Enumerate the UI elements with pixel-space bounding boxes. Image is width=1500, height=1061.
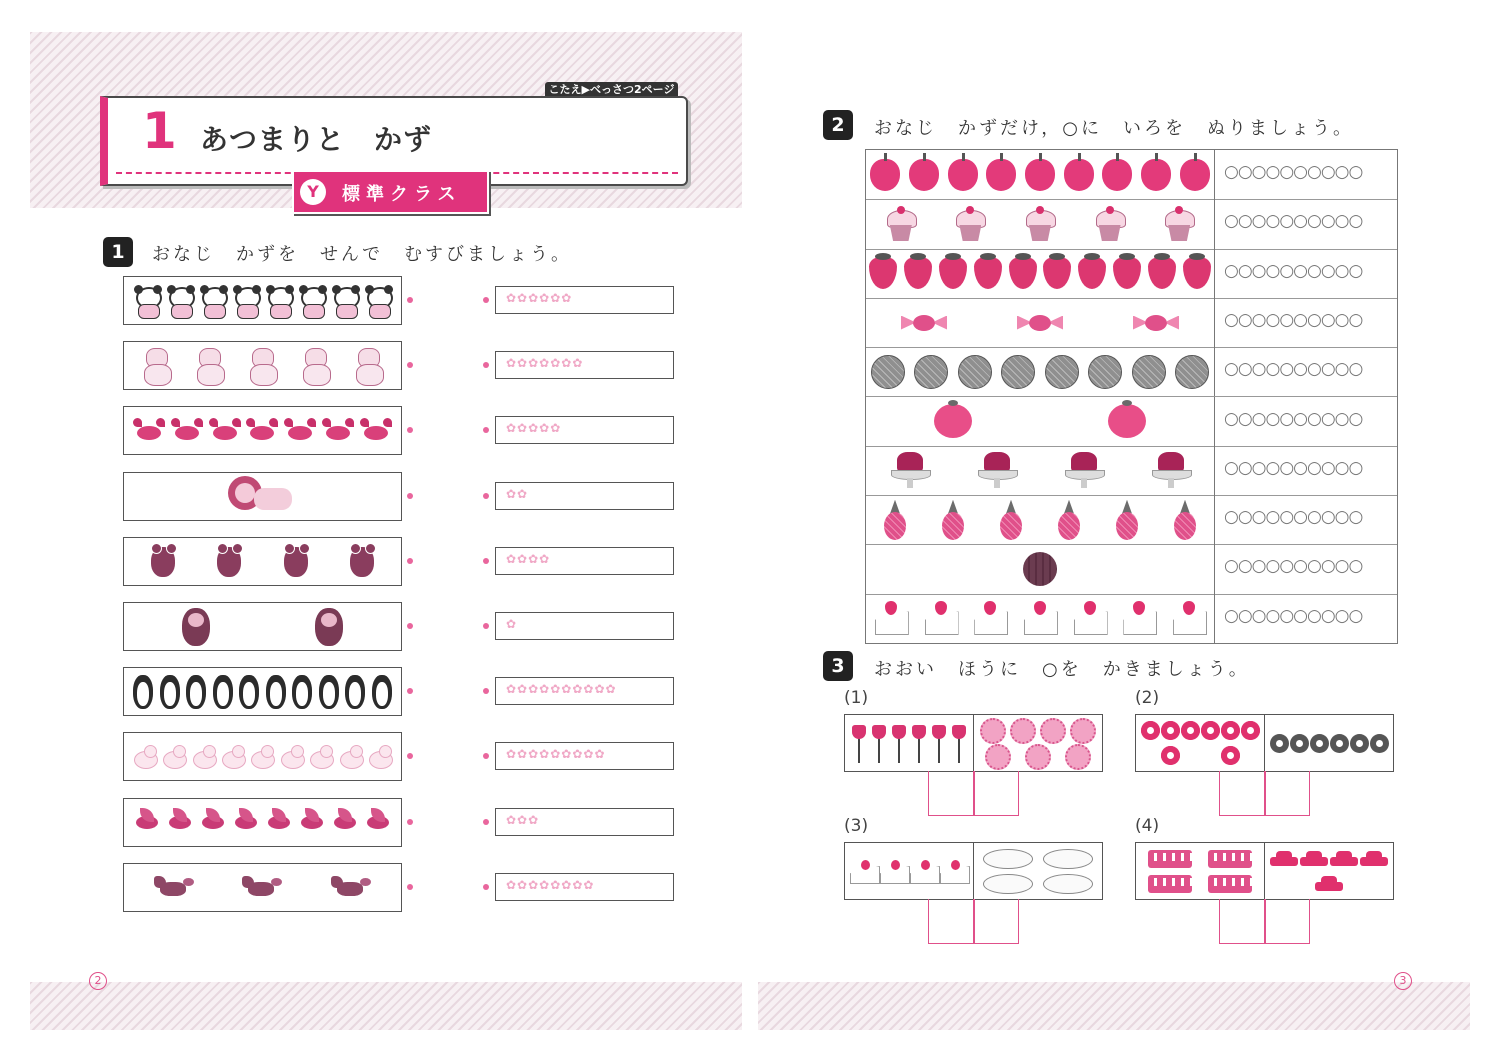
animal-picture-box bbox=[123, 863, 402, 912]
animal-picture-box bbox=[123, 406, 402, 455]
connect-dot-left[interactable] bbox=[407, 884, 413, 890]
flower-icons: ✿✿ bbox=[506, 486, 529, 501]
cake-icon bbox=[1072, 601, 1108, 635]
flower-count-box bbox=[495, 873, 674, 901]
fruit-pictures bbox=[866, 298, 1215, 347]
strawberry-icon bbox=[1009, 257, 1037, 289]
connect-dot-left[interactable] bbox=[407, 297, 413, 303]
chick-icon bbox=[367, 745, 393, 769]
dog-icon bbox=[193, 346, 227, 386]
bird-icon bbox=[132, 807, 162, 837]
penguin-icon bbox=[158, 673, 182, 711]
fruit-row bbox=[866, 397, 1397, 447]
chick-icon bbox=[220, 745, 246, 769]
question-1-number: 1 bbox=[103, 237, 133, 267]
animal-picture-box bbox=[123, 276, 402, 325]
animal-picture-box bbox=[123, 537, 402, 586]
compare-right bbox=[1265, 843, 1393, 899]
pink-flower-icon bbox=[1141, 721, 1160, 740]
strawberry-icon bbox=[1113, 257, 1141, 289]
melon-icon bbox=[1088, 355, 1122, 389]
plate-icon bbox=[1043, 874, 1093, 894]
question-2-text: おなじ かずだけ，○に いろを ぬりましょう。 bbox=[874, 118, 1354, 139]
crab-icon bbox=[133, 418, 165, 444]
monkey-icon bbox=[179, 606, 213, 648]
compare-left bbox=[845, 715, 974, 771]
cupcake-icon bbox=[954, 206, 986, 242]
bird-icon bbox=[198, 807, 228, 837]
panda-icon bbox=[363, 285, 393, 317]
flower-count-box bbox=[495, 416, 674, 444]
cake-icon bbox=[1022, 601, 1058, 635]
panda-icon bbox=[132, 285, 162, 317]
dandelion-icon bbox=[1065, 744, 1091, 770]
connect-dot-left[interactable] bbox=[407, 819, 413, 825]
chick-icon bbox=[132, 745, 158, 769]
jelly-icon bbox=[1150, 450, 1192, 490]
fruit-row bbox=[866, 150, 1397, 200]
apple-icon bbox=[1025, 159, 1055, 191]
compare-box bbox=[1135, 714, 1394, 772]
fruit-row bbox=[866, 199, 1397, 249]
cake-icon bbox=[873, 601, 909, 635]
fox-icon bbox=[242, 872, 282, 902]
pineapple-icon bbox=[1172, 500, 1198, 540]
flower-count-box bbox=[495, 742, 674, 770]
answer-circles[interactable]: ○○○○○○○○○○ bbox=[1224, 260, 1363, 281]
answer-circles[interactable]: ○○○○○○○○○○ bbox=[1224, 457, 1363, 478]
unit-title: あつまりと かず bbox=[200, 123, 433, 156]
answer-circles[interactable]: ○○○○○○○○○○ bbox=[1224, 605, 1363, 626]
panda-icon bbox=[231, 285, 261, 317]
connect-dot-left[interactable] bbox=[407, 688, 413, 694]
smallcake-icon bbox=[910, 860, 938, 882]
cupcake-icon bbox=[1094, 206, 1126, 242]
level-label: 標準クラス bbox=[342, 184, 462, 205]
pink-flower-icon bbox=[1221, 746, 1240, 765]
car-icon bbox=[1315, 875, 1343, 893]
pink-flower-icon bbox=[1161, 746, 1180, 765]
chick-icon bbox=[249, 745, 275, 769]
fruit-pictures bbox=[866, 199, 1215, 248]
dog-icon bbox=[246, 346, 280, 386]
answer-circles[interactable]: ○○○○○○○○○○ bbox=[1224, 309, 1363, 330]
fruit-row bbox=[866, 249, 1397, 299]
answer-circles[interactable]: ○○○○○○○○○○ bbox=[1224, 408, 1363, 429]
compare-right bbox=[1265, 715, 1393, 771]
chick-icon bbox=[161, 745, 187, 769]
apple-icon bbox=[1102, 159, 1132, 191]
compare-box bbox=[844, 842, 1103, 900]
penguin-icon bbox=[317, 673, 341, 711]
flower-count-box bbox=[495, 351, 674, 379]
bus-icon bbox=[1148, 850, 1192, 868]
crab-icon bbox=[209, 418, 241, 444]
crab-icon bbox=[360, 418, 392, 444]
melon-icon bbox=[1132, 355, 1166, 389]
car-icon bbox=[1360, 850, 1388, 868]
gray-flower-icon bbox=[1270, 734, 1289, 753]
apple-icon bbox=[1141, 159, 1171, 191]
penguin-icon bbox=[264, 673, 288, 711]
fruit-row bbox=[866, 446, 1397, 496]
strawberry-icon bbox=[1078, 257, 1106, 289]
bird-icon bbox=[165, 807, 195, 837]
crab-icon bbox=[284, 418, 316, 444]
apple-icon bbox=[948, 159, 978, 191]
gray-flower-icon bbox=[1310, 734, 1329, 753]
chick-icon bbox=[338, 745, 364, 769]
panda-icon bbox=[264, 285, 294, 317]
strawberry-icon bbox=[939, 257, 967, 289]
connect-dot-right[interactable] bbox=[483, 753, 489, 759]
tulip-icon bbox=[931, 723, 947, 763]
connect-dot-right[interactable] bbox=[483, 362, 489, 368]
dandelion-icon bbox=[1070, 718, 1096, 744]
fruit-pictures bbox=[866, 347, 1215, 396]
plate-icon bbox=[983, 874, 1033, 894]
frog-icon bbox=[212, 541, 246, 581]
bird-icon bbox=[297, 807, 327, 837]
connect-dot-left[interactable] bbox=[407, 623, 413, 629]
monkey-icon bbox=[312, 606, 346, 648]
panda-icon bbox=[297, 285, 327, 317]
pink-flower-icon bbox=[1221, 721, 1240, 740]
crab-icon bbox=[246, 418, 278, 444]
level-badge bbox=[292, 170, 489, 214]
answer-circles[interactable]: ○○○○○○○○○○ bbox=[1224, 507, 1363, 528]
plate-icon bbox=[983, 849, 1033, 869]
flower-icons: ✿✿✿ bbox=[506, 812, 540, 827]
panda-icon bbox=[330, 285, 360, 317]
melon-icon bbox=[914, 355, 948, 389]
animal-picture-box bbox=[123, 602, 402, 651]
watermelon-icon bbox=[1023, 552, 1057, 586]
fruit-pictures bbox=[866, 249, 1215, 298]
connect-dot-right[interactable] bbox=[483, 297, 489, 303]
orange-icon bbox=[1108, 404, 1146, 438]
sprout-icon: Y bbox=[300, 179, 326, 205]
fruit-count-table bbox=[865, 149, 1398, 644]
tulip-icon bbox=[851, 723, 867, 763]
melon-icon bbox=[871, 355, 905, 389]
flower-icons: ✿✿✿✿✿✿ bbox=[506, 291, 573, 305]
cake-icon bbox=[1121, 601, 1157, 635]
flower-count-box bbox=[495, 677, 674, 705]
subquestion-label: (1) bbox=[844, 688, 869, 708]
fruit-row bbox=[866, 594, 1397, 643]
strawberry-icon bbox=[904, 257, 932, 289]
footer-band-right bbox=[758, 982, 1470, 1030]
car-icon bbox=[1300, 850, 1328, 868]
strawberry-icon bbox=[869, 257, 897, 289]
connect-dot-left[interactable] bbox=[407, 362, 413, 368]
fruit-pictures bbox=[866, 594, 1215, 643]
apple-icon bbox=[870, 159, 900, 191]
fruit-pictures bbox=[866, 150, 1215, 199]
melon-icon bbox=[1001, 355, 1035, 389]
cake-icon bbox=[923, 601, 959, 635]
fox-icon bbox=[331, 872, 371, 902]
flower-count-box bbox=[495, 808, 674, 836]
dog-icon bbox=[352, 346, 386, 386]
answer-circles[interactable]: ○○○○○○○○○○ bbox=[1224, 556, 1363, 577]
dandelion-icon bbox=[1040, 718, 1066, 744]
pineapple-icon bbox=[1114, 500, 1140, 540]
panda-icon bbox=[165, 285, 195, 317]
subquestion-label: (3) bbox=[844, 816, 869, 836]
animal-picture-box bbox=[123, 341, 402, 390]
chick-icon bbox=[279, 745, 305, 769]
strawberry-icon bbox=[1043, 257, 1071, 289]
bird-icon bbox=[264, 807, 294, 837]
dog-icon bbox=[299, 346, 333, 386]
flower-count-box bbox=[495, 547, 674, 575]
jelly-icon bbox=[976, 450, 1018, 490]
compare-left bbox=[845, 843, 974, 899]
frog-icon bbox=[279, 541, 313, 581]
jelly-icon bbox=[1063, 450, 1105, 490]
pink-flower-icon bbox=[1241, 721, 1260, 740]
flower-icons: ✿✿✿✿✿✿✿ bbox=[506, 356, 584, 371]
pink-flower-icon bbox=[1161, 721, 1180, 740]
flower-count-box bbox=[495, 612, 674, 640]
candy-icon bbox=[901, 313, 947, 333]
pineapple-icon bbox=[998, 500, 1024, 540]
bird-icon bbox=[231, 807, 261, 837]
car-icon bbox=[1270, 850, 1298, 868]
pineapple-icon bbox=[882, 500, 908, 540]
cupcake-icon bbox=[885, 206, 917, 242]
question-3-number: 3 bbox=[823, 651, 853, 681]
answer-boxes[interactable] bbox=[928, 899, 1019, 944]
cupcake-icon bbox=[1163, 206, 1195, 242]
candy-icon bbox=[1133, 313, 1179, 333]
answer-boxes[interactable] bbox=[1219, 899, 1310, 944]
connect-dot-right[interactable] bbox=[483, 884, 489, 890]
bus-icon bbox=[1208, 850, 1252, 868]
compare-left bbox=[1136, 843, 1265, 899]
penguin-icon bbox=[343, 673, 367, 711]
pink-flower-icon bbox=[1181, 721, 1200, 740]
flower-icons: ✿✿✿✿✿ bbox=[506, 421, 562, 436]
flower-icons: ✿✿✿✿✿✿✿✿✿✿ bbox=[506, 682, 617, 697]
question-1-text: おなじ かずを せんで むすびましょう。 bbox=[152, 244, 572, 265]
fox-icon bbox=[154, 872, 194, 902]
fruit-row bbox=[866, 298, 1397, 348]
page-number-left: 2 bbox=[89, 972, 107, 990]
answer-boxes[interactable] bbox=[928, 771, 1019, 816]
dandelion-icon bbox=[985, 744, 1011, 770]
compare-right bbox=[974, 715, 1102, 771]
compare-left bbox=[1136, 715, 1265, 771]
subquestion-label: (4) bbox=[1135, 816, 1160, 836]
animal-picture-box bbox=[123, 798, 402, 847]
connect-dot-right[interactable] bbox=[483, 558, 489, 564]
panda-icon bbox=[198, 285, 228, 317]
footer-band-left bbox=[30, 982, 742, 1030]
flower-icons: ✿ bbox=[506, 617, 518, 631]
orange-icon bbox=[934, 404, 972, 438]
strawberry-icon bbox=[1148, 257, 1176, 289]
connect-dot-right[interactable] bbox=[483, 819, 489, 825]
fruit-row bbox=[866, 347, 1397, 397]
penguin-icon bbox=[211, 673, 235, 711]
connect-dot-left[interactable] bbox=[407, 427, 413, 433]
smallcake-icon bbox=[940, 860, 968, 882]
pineapple-icon bbox=[940, 500, 966, 540]
fruit-row bbox=[866, 495, 1397, 545]
plate-icon bbox=[1043, 849, 1093, 869]
fruit-pictures bbox=[866, 495, 1215, 544]
compare-box bbox=[844, 714, 1103, 772]
connect-dot-left[interactable] bbox=[407, 493, 413, 499]
candy-icon bbox=[1017, 313, 1063, 333]
cake-icon bbox=[1171, 601, 1207, 635]
penguin-icon bbox=[237, 673, 261, 711]
smallcake-icon bbox=[880, 860, 908, 882]
dog-icon bbox=[140, 346, 174, 386]
pink-flower-icon bbox=[1201, 721, 1220, 740]
apple-icon bbox=[1180, 159, 1210, 191]
lion-icon bbox=[228, 476, 298, 516]
flower-count-box bbox=[495, 482, 674, 510]
melon-icon bbox=[1175, 355, 1209, 389]
penguin-icon bbox=[184, 673, 208, 711]
tulip-icon bbox=[911, 723, 927, 763]
gray-flower-icon bbox=[1330, 734, 1349, 753]
penguin-icon bbox=[290, 673, 314, 711]
fruit-row bbox=[866, 544, 1397, 594]
answer-circles[interactable]: ○○○○○○○○○○ bbox=[1224, 162, 1363, 182]
cake-icon bbox=[972, 601, 1008, 635]
connect-dot-right[interactable] bbox=[483, 427, 489, 433]
subquestion-label: (2) bbox=[1135, 688, 1160, 708]
animal-picture-box bbox=[123, 472, 402, 521]
penguin-icon bbox=[370, 673, 394, 711]
connect-dot-right[interactable] bbox=[483, 688, 489, 694]
compare-box bbox=[1135, 842, 1394, 900]
connect-dot-right[interactable] bbox=[483, 493, 489, 499]
connect-dot-left[interactable] bbox=[407, 558, 413, 564]
cupcake-icon bbox=[1024, 206, 1056, 242]
answer-boxes[interactable] bbox=[1219, 771, 1310, 816]
flower-icons: ✿✿✿✿✿✿✿✿✿ bbox=[506, 747, 606, 762]
pineapple-icon bbox=[1056, 500, 1082, 540]
bus-icon bbox=[1148, 875, 1192, 893]
answer-circles[interactable]: ○○○○○○○○○○ bbox=[1224, 359, 1363, 380]
flower-count-box bbox=[495, 286, 674, 314]
apple-icon bbox=[1064, 159, 1094, 191]
bird-icon bbox=[363, 807, 393, 837]
car-icon bbox=[1330, 850, 1358, 868]
dandelion-icon bbox=[1025, 744, 1051, 770]
bird-icon bbox=[330, 807, 360, 837]
crab-icon bbox=[171, 418, 203, 444]
gray-flower-icon bbox=[1290, 734, 1309, 753]
tulip-icon bbox=[951, 723, 967, 763]
compare-right bbox=[974, 843, 1102, 899]
melon-icon bbox=[958, 355, 992, 389]
frog-icon bbox=[345, 541, 379, 581]
answer-circles[interactable]: ○○○○○○○○○○ bbox=[1224, 211, 1363, 232]
strawberry-icon bbox=[1183, 257, 1211, 289]
strawberry-icon bbox=[974, 257, 1002, 289]
question-2-number: 2 bbox=[823, 110, 853, 140]
fruit-pictures bbox=[866, 544, 1215, 593]
answer-reference-tag: こたえ▶べっさつ2ページ bbox=[545, 82, 678, 98]
gray-flower-icon bbox=[1350, 734, 1369, 753]
apple-icon bbox=[986, 159, 1016, 191]
unit-number: 1 bbox=[142, 102, 177, 160]
tulip-icon bbox=[871, 723, 887, 763]
gray-flower-icon bbox=[1370, 734, 1389, 753]
apple-icon bbox=[909, 159, 939, 191]
animal-picture-box bbox=[123, 667, 402, 716]
penguin-icon bbox=[131, 673, 155, 711]
flower-icons: ✿✿✿✿ bbox=[506, 551, 551, 566]
bus-icon bbox=[1208, 875, 1252, 893]
smallcake-icon bbox=[850, 860, 878, 882]
melon-icon bbox=[1045, 355, 1079, 389]
fruit-pictures bbox=[866, 446, 1215, 495]
fruit-pictures bbox=[866, 397, 1215, 446]
frog-icon bbox=[146, 541, 180, 581]
chick-icon bbox=[191, 745, 217, 769]
animal-picture-box bbox=[123, 732, 402, 781]
page-number-right: 3 bbox=[1394, 972, 1412, 990]
chick-icon bbox=[308, 745, 334, 769]
connect-dot-left[interactable] bbox=[407, 753, 413, 759]
dandelion-icon bbox=[1010, 718, 1036, 744]
tulip-icon bbox=[891, 723, 907, 763]
jelly-icon bbox=[889, 450, 931, 490]
question-3-text: おおい ほうに ○を かきましょう。 bbox=[874, 659, 1250, 680]
crab-icon bbox=[322, 418, 354, 444]
dandelion-icon bbox=[980, 718, 1006, 744]
flower-icons: ✿✿✿✿✿✿✿✿ bbox=[506, 877, 595, 892]
connect-dot-right[interactable] bbox=[483, 623, 489, 629]
